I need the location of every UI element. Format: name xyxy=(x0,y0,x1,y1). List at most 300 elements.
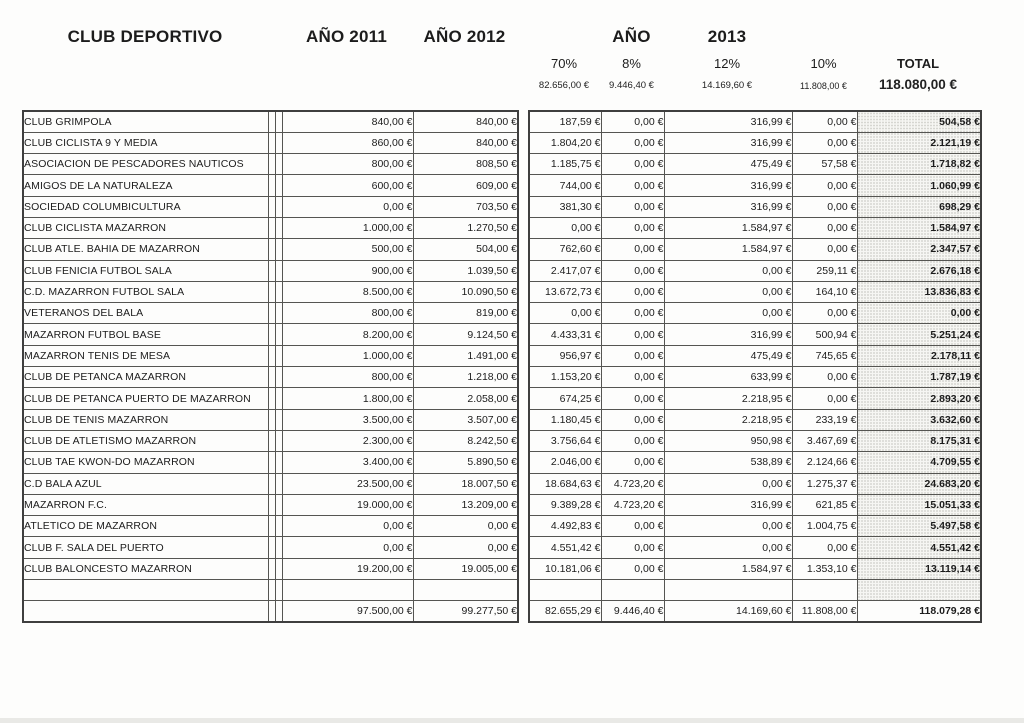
amount-8pct-cell: 0,00 € xyxy=(601,430,664,451)
spacer-cell xyxy=(275,409,282,430)
amount-8pct-cell: 0,00 € xyxy=(601,345,664,366)
grand-2012-cell: 99.277,50 € xyxy=(413,601,518,622)
amount-2012-cell: 10.090,50 € xyxy=(413,281,518,302)
grand-2011-cell: 97.500,00 € xyxy=(282,601,413,622)
club-name-cell: CLUB DE PETANCA MAZARRON xyxy=(23,367,268,388)
amount-12pct-cell: 316,99 € xyxy=(664,175,792,196)
amount-12pct-cell: 316,99 € xyxy=(664,196,792,217)
spacer-cell xyxy=(275,494,282,515)
club-name-cell: MAZARRON F.C. xyxy=(23,494,268,515)
spacer-cell xyxy=(275,303,282,324)
amount-10pct-cell: 745,65 € xyxy=(792,345,857,366)
amount-8pct-cell: 0,00 € xyxy=(601,281,664,302)
amount-70pct-cell: 0,00 € xyxy=(529,303,601,324)
pct-12-label: 12% xyxy=(713,56,741,71)
table-row xyxy=(529,217,981,238)
table-row xyxy=(23,580,518,601)
table-row xyxy=(23,111,518,132)
spacer-cell xyxy=(268,601,275,622)
amount-8pct-cell: 0,00 € xyxy=(601,196,664,217)
spacer-cell xyxy=(275,132,282,153)
amount-2011-cell: 23.500,00 € xyxy=(282,473,413,494)
club-name-cell: CLUB CICLISTA MAZARRON xyxy=(23,217,268,238)
amount-70pct-cell: 4.433,31 € xyxy=(529,324,601,345)
club-name-cell: ASOCIACION DE PESCADORES NAUTICOS xyxy=(23,154,268,175)
spacer-cell xyxy=(275,324,282,345)
table-row xyxy=(529,196,981,217)
row-total-cell: 5.251,24 € xyxy=(857,324,981,345)
spacer-cell xyxy=(268,345,275,366)
row-total-cell: 15.051,33 € xyxy=(857,494,981,515)
amount-10pct-cell: 1.004,75 € xyxy=(792,516,857,537)
amount-12pct-cell: 0,00 € xyxy=(664,303,792,324)
amount-8pct-cell: 0,00 € xyxy=(601,217,664,238)
amount-8pct-cell: 0,00 € xyxy=(601,558,664,579)
club-name-cell: CLUB DE TENIS MAZARRON xyxy=(23,409,268,430)
amount-10pct-cell: 0,00 € xyxy=(792,217,857,238)
spacer-cell xyxy=(275,367,282,388)
spacer-cell xyxy=(268,494,275,515)
left-table-body xyxy=(23,111,518,622)
table-row xyxy=(529,409,981,430)
budget-total-amount: 118.080,00 € xyxy=(878,77,958,92)
spacer-cell xyxy=(268,217,275,238)
table-row xyxy=(529,345,981,366)
amount-2012-cell: 1.039,50 € xyxy=(413,260,518,281)
club-name-cell: CLUB GRIMPOLA xyxy=(23,111,268,132)
amount-2011-cell: 3.500,00 € xyxy=(282,409,413,430)
spacer-cell xyxy=(275,281,282,302)
row-total-cell: 4.709,55 € xyxy=(857,452,981,473)
amount-8pct-cell: 0,00 € xyxy=(601,516,664,537)
amount-8pct-cell: 0,00 € xyxy=(601,239,664,260)
table-row xyxy=(23,516,518,537)
amount-2012-cell: 3.507,00 € xyxy=(413,409,518,430)
amount-70pct-cell: 4.492,83 € xyxy=(529,516,601,537)
table-row xyxy=(529,558,981,579)
amount-12pct-cell: 1.584,97 € xyxy=(664,239,792,260)
table-row xyxy=(529,111,981,132)
amount-12pct-cell xyxy=(664,580,792,601)
right-table-body xyxy=(529,111,981,622)
spacer-cell xyxy=(268,580,275,601)
amount-8pct-cell xyxy=(601,580,664,601)
table-row xyxy=(529,388,981,409)
spacer-cell xyxy=(275,558,282,579)
amount-70pct-cell: 2.417,07 € xyxy=(529,260,601,281)
row-total-cell: 8.175,31 € xyxy=(857,430,981,451)
amount-70pct-cell: 1.185,75 € xyxy=(529,154,601,175)
year-2013-header-ano: AÑO xyxy=(612,27,651,46)
table-row xyxy=(529,175,981,196)
table-row xyxy=(23,430,518,451)
row-total-cell: 4.551,42 € xyxy=(857,537,981,558)
club-name-cell: C.D BALA AZUL xyxy=(23,473,268,494)
amount-10pct-cell: 0,00 € xyxy=(792,111,857,132)
spacer-cell xyxy=(268,132,275,153)
club-name-cell: C.D. MAZARRON FUTBOL SALA xyxy=(23,281,268,302)
table-row xyxy=(23,281,518,302)
amount-70pct-cell: 674,25 € xyxy=(529,388,601,409)
amount-12pct-cell: 475,49 € xyxy=(664,154,792,175)
amount-2012-cell: 840,00 € xyxy=(413,111,518,132)
spacer-cell xyxy=(268,558,275,579)
amount-12pct-cell: 316,99 € xyxy=(664,494,792,515)
spacer-cell xyxy=(268,452,275,473)
spacer-cell xyxy=(275,388,282,409)
table-row xyxy=(529,324,981,345)
amount-10pct-cell: 0,00 € xyxy=(792,175,857,196)
amount-2012-cell: 0,00 € xyxy=(413,516,518,537)
club-name-cell xyxy=(23,601,268,622)
spacer-cell xyxy=(268,473,275,494)
table-row xyxy=(23,196,518,217)
amount-10pct-cell: 3.467,69 € xyxy=(792,430,857,451)
amount-8pct-cell: 0,00 € xyxy=(601,175,664,196)
spacer-cell xyxy=(268,324,275,345)
row-total-cell: 1.584,97 € xyxy=(857,217,981,238)
amount-2012-cell: 19.005,00 € xyxy=(413,558,518,579)
amount-12pct-cell: 1.584,97 € xyxy=(664,217,792,238)
amount-2011-cell: 0,00 € xyxy=(282,537,413,558)
spacer-cell xyxy=(268,175,275,196)
spacer-cell xyxy=(268,281,275,302)
spacer-cell xyxy=(268,537,275,558)
table-row xyxy=(23,367,518,388)
club-name-cell: MAZARRON FUTBOL BASE xyxy=(23,324,268,345)
spacer-cell xyxy=(275,111,282,132)
table-row xyxy=(23,494,518,515)
spacer-cell xyxy=(275,452,282,473)
table-row xyxy=(529,132,981,153)
pct-70-label: 70% xyxy=(550,56,578,71)
clubs-2011-2012-table xyxy=(22,110,519,623)
table-row xyxy=(23,239,518,260)
spacer-cell xyxy=(275,516,282,537)
amount-70pct-cell: 10.181,06 € xyxy=(529,558,601,579)
amount-2011-cell: 0,00 € xyxy=(282,196,413,217)
amount-70pct-cell: 1.804,20 € xyxy=(529,132,601,153)
amount-8pct-cell: 0,00 € xyxy=(601,367,664,388)
pct-8-label: 8% xyxy=(622,56,641,71)
amount-70pct-cell: 1.180,45 € xyxy=(529,409,601,430)
year-2012-header: AÑO 2012 xyxy=(423,27,506,46)
amount-2012-cell: 703,50 € xyxy=(413,196,518,217)
amount-70pct-cell: 0,00 € xyxy=(529,217,601,238)
spacer-cell xyxy=(275,217,282,238)
club-deportivo-header: CLUB DEPORTIVO xyxy=(67,27,223,46)
spacer-cell xyxy=(268,388,275,409)
amount-2012-cell: 5.890,50 € xyxy=(413,452,518,473)
amount-8pct-cell: 0,00 € xyxy=(601,154,664,175)
spacer-cell xyxy=(268,154,275,175)
spacer-cell xyxy=(275,239,282,260)
spacer-cell xyxy=(275,537,282,558)
table-row xyxy=(23,175,518,196)
table-row xyxy=(23,154,518,175)
amount-2011-cell: 840,00 € xyxy=(282,111,413,132)
amount-8pct-cell: 0,00 € xyxy=(601,260,664,281)
row-total-cell: 13.119,14 € xyxy=(857,558,981,579)
row-total-cell: 3.632,60 € xyxy=(857,409,981,430)
amount-70pct-cell: 187,59 € xyxy=(529,111,601,132)
table-row xyxy=(23,303,518,324)
amount-12pct-cell: 475,49 € xyxy=(664,345,792,366)
amount-8pct-cell: 0,00 € xyxy=(601,388,664,409)
grand-12pct-cell: 14.169,60 € xyxy=(664,601,792,622)
row-total-cell: 24.683,20 € xyxy=(857,473,981,494)
amount-2012-cell: 1.218,00 € xyxy=(413,367,518,388)
club-name-cell: CLUB CICLISTA 9 Y MEDIA xyxy=(23,132,268,153)
amount-2011-cell: 500,00 € xyxy=(282,239,413,260)
table-row xyxy=(23,601,518,622)
amount-2012-cell: 840,00 € xyxy=(413,132,518,153)
row-total-cell: 0,00 € xyxy=(857,303,981,324)
amount-70pct-cell: 4.551,42 € xyxy=(529,537,601,558)
amount-8pct-cell: 0,00 € xyxy=(601,409,664,430)
amount-10pct-cell: 1.275,37 € xyxy=(792,473,857,494)
amount-2011-cell: 1.000,00 € xyxy=(282,217,413,238)
amount-2012-cell: 9.124,50 € xyxy=(413,324,518,345)
row-total-cell: 1.718,82 € xyxy=(857,154,981,175)
amount-70pct-cell: 956,97 € xyxy=(529,345,601,366)
amount-2012-cell: 504,00 € xyxy=(413,239,518,260)
amount-10pct-cell: 233,19 € xyxy=(792,409,857,430)
amount-8pct-cell: 0,00 € xyxy=(601,537,664,558)
amount-2011-cell: 8.200,00 € xyxy=(282,324,413,345)
budget-10pct-amount: 11.808,00 € xyxy=(800,81,847,91)
amount-2011-cell: 860,00 € xyxy=(282,132,413,153)
amount-10pct-cell: 164,10 € xyxy=(792,281,857,302)
grand-8pct-cell: 9.446,40 € xyxy=(601,601,664,622)
club-name-cell: ATLETICO DE MAZARRON xyxy=(23,516,268,537)
amount-2012-cell: 13.209,00 € xyxy=(413,494,518,515)
spacer-cell xyxy=(268,367,275,388)
amount-10pct-cell: 2.124,66 € xyxy=(792,452,857,473)
table-row xyxy=(529,601,981,622)
row-total-cell: 504,58 € xyxy=(857,111,981,132)
table-row xyxy=(529,473,981,494)
amount-70pct-cell: 13.672,73 € xyxy=(529,281,601,302)
amount-12pct-cell: 1.584,97 € xyxy=(664,558,792,579)
club-name-cell: CLUB ATLE. BAHIA DE MAZARRON xyxy=(23,239,268,260)
amount-2012-cell: 1.491,00 € xyxy=(413,345,518,366)
row-total-cell: 1.787,19 € xyxy=(857,367,981,388)
club-name-cell: CLUB FENICIA FUTBOL SALA xyxy=(23,260,268,281)
budget-70pct-amount: 82.656,00 € xyxy=(538,80,590,91)
row-total-cell: 2.893,20 € xyxy=(857,388,981,409)
table-row xyxy=(23,345,518,366)
row-total-cell: 13.836,83 € xyxy=(857,281,981,302)
amount-12pct-cell: 538,89 € xyxy=(664,452,792,473)
amount-10pct-cell: 621,85 € xyxy=(792,494,857,515)
table-row xyxy=(23,558,518,579)
spacer-cell xyxy=(275,175,282,196)
total-column-label: TOTAL xyxy=(896,56,940,71)
amount-2011-cell: 900,00 € xyxy=(282,260,413,281)
table-row xyxy=(529,154,981,175)
club-name-cell: VETERANOS DEL BALA xyxy=(23,303,268,324)
amount-10pct-cell: 0,00 € xyxy=(792,537,857,558)
club-name-cell: SOCIEDAD COLUMBICULTURA xyxy=(23,196,268,217)
club-name-cell: AMIGOS DE LA NATURALEZA xyxy=(23,175,268,196)
amount-10pct-cell xyxy=(792,580,857,601)
amount-2012-cell: 0,00 € xyxy=(413,537,518,558)
amount-2012-cell: 808,50 € xyxy=(413,154,518,175)
amount-2011-cell: 800,00 € xyxy=(282,367,413,388)
table-row xyxy=(23,452,518,473)
club-name-cell: CLUB TAE KWON-DO MAZARRON xyxy=(23,452,268,473)
row-total-cell: 2.178,11 € xyxy=(857,345,981,366)
spacer-cell xyxy=(275,260,282,281)
amount-2011-cell: 2.300,00 € xyxy=(282,430,413,451)
amount-70pct-cell: 1.153,20 € xyxy=(529,367,601,388)
row-total-cell: 2.676,18 € xyxy=(857,260,981,281)
spacer-cell xyxy=(268,239,275,260)
amount-70pct-cell: 381,30 € xyxy=(529,196,601,217)
grand-total-cell: 118.079,28 € xyxy=(857,601,981,622)
table-row xyxy=(23,324,518,345)
amount-10pct-cell: 0,00 € xyxy=(792,367,857,388)
club-name-cell: CLUB BALONCESTO MAZARRON xyxy=(23,558,268,579)
amount-8pct-cell: 0,00 € xyxy=(601,303,664,324)
amount-12pct-cell: 950,98 € xyxy=(664,430,792,451)
spacer-cell xyxy=(275,345,282,366)
spacer-cell xyxy=(268,516,275,537)
pct-10-label: 10% xyxy=(810,56,837,71)
amount-2011-cell: 3.400,00 € xyxy=(282,452,413,473)
amount-12pct-cell: 2.218,95 € xyxy=(664,409,792,430)
spacer-cell xyxy=(268,430,275,451)
table-row xyxy=(529,537,981,558)
amount-10pct-cell: 57,58 € xyxy=(792,154,857,175)
amount-8pct-cell: 4.723,20 € xyxy=(601,494,664,515)
amount-12pct-cell: 316,99 € xyxy=(664,324,792,345)
amount-12pct-cell: 0,00 € xyxy=(664,473,792,494)
table-row xyxy=(529,516,981,537)
spacer-cell xyxy=(275,580,282,601)
amount-2011-cell: 19.200,00 € xyxy=(282,558,413,579)
amount-8pct-cell: 0,00 € xyxy=(601,324,664,345)
amount-8pct-cell: 4.723,20 € xyxy=(601,473,664,494)
table-row xyxy=(529,494,981,515)
amount-2011-cell: 0,00 € xyxy=(282,516,413,537)
amount-12pct-cell: 316,99 € xyxy=(664,111,792,132)
spacer-cell xyxy=(268,111,275,132)
amount-12pct-cell: 2.218,95 € xyxy=(664,388,792,409)
amount-2011-cell xyxy=(282,580,413,601)
row-total-cell: 698,29 € xyxy=(857,196,981,217)
spacer-cell xyxy=(268,409,275,430)
amount-2011-cell: 8.500,00 € xyxy=(282,281,413,302)
club-name-cell: CLUB DE ATLETISMO MAZARRON xyxy=(23,430,268,451)
amount-12pct-cell: 0,00 € xyxy=(664,260,792,281)
amount-12pct-cell: 0,00 € xyxy=(664,537,792,558)
amount-70pct-cell: 744,00 € xyxy=(529,175,601,196)
table-row xyxy=(529,303,981,324)
spacer-cell xyxy=(275,601,282,622)
spacer-cell xyxy=(268,260,275,281)
grand-10pct-cell: 11.808,00 € xyxy=(792,601,857,622)
grand-70pct-cell: 82.655,29 € xyxy=(529,601,601,622)
amount-2011-cell: 1.800,00 € xyxy=(282,388,413,409)
amount-10pct-cell: 0,00 € xyxy=(792,239,857,260)
year-2013-header-year: 2013 xyxy=(707,27,747,46)
table-row xyxy=(529,260,981,281)
amount-2012-cell: 2.058,00 € xyxy=(413,388,518,409)
spacer-cell xyxy=(275,473,282,494)
amount-2011-cell: 19.000,00 € xyxy=(282,494,413,515)
amount-2011-cell: 800,00 € xyxy=(282,303,413,324)
amount-10pct-cell: 0,00 € xyxy=(792,196,857,217)
table-row xyxy=(23,409,518,430)
amount-70pct-cell xyxy=(529,580,601,601)
amount-12pct-cell: 633,99 € xyxy=(664,367,792,388)
table-row xyxy=(23,473,518,494)
table-row xyxy=(529,367,981,388)
table-row xyxy=(529,452,981,473)
table-row xyxy=(23,132,518,153)
amount-2012-cell: 1.270,50 € xyxy=(413,217,518,238)
spacer-cell xyxy=(268,196,275,217)
amount-12pct-cell: 0,00 € xyxy=(664,281,792,302)
club-name-cell xyxy=(23,580,268,601)
amount-2011-cell: 800,00 € xyxy=(282,154,413,175)
table-row xyxy=(23,217,518,238)
club-name-cell: MAZARRON TENIS DE MESA xyxy=(23,345,268,366)
table-row xyxy=(23,388,518,409)
table-row xyxy=(23,260,518,281)
amount-12pct-cell: 316,99 € xyxy=(664,132,792,153)
amount-10pct-cell: 259,11 € xyxy=(792,260,857,281)
amount-70pct-cell: 18.684,63 € xyxy=(529,473,601,494)
club-name-cell: CLUB F. SALA DEL PUERTO xyxy=(23,537,268,558)
row-total-cell xyxy=(857,580,981,601)
table-row xyxy=(23,537,518,558)
amount-2012-cell: 8.242,50 € xyxy=(413,430,518,451)
amount-2012-cell: 18.007,50 € xyxy=(413,473,518,494)
amount-2012-cell: 819,00 € xyxy=(413,303,518,324)
budget-12pct-amount: 14.169,60 € xyxy=(701,80,753,91)
table-row xyxy=(529,239,981,260)
row-total-cell: 2.347,57 € xyxy=(857,239,981,260)
amount-10pct-cell: 0,00 € xyxy=(792,303,857,324)
amount-10pct-cell: 0,00 € xyxy=(792,132,857,153)
amount-70pct-cell: 2.046,00 € xyxy=(529,452,601,473)
table-row xyxy=(529,580,981,601)
amount-10pct-cell: 500,94 € xyxy=(792,324,857,345)
amount-2012-cell xyxy=(413,580,518,601)
amount-12pct-cell: 0,00 € xyxy=(664,516,792,537)
spacer-cell xyxy=(275,196,282,217)
amount-70pct-cell: 762,60 € xyxy=(529,239,601,260)
table-row xyxy=(529,281,981,302)
amount-2011-cell: 600,00 € xyxy=(282,175,413,196)
row-total-cell: 1.060,99 € xyxy=(857,175,981,196)
amount-8pct-cell: 0,00 € xyxy=(601,452,664,473)
row-total-cell: 5.497,58 € xyxy=(857,516,981,537)
spacer-cell xyxy=(268,303,275,324)
table-row xyxy=(529,430,981,451)
amount-10pct-cell: 0,00 € xyxy=(792,388,857,409)
budget-8pct-amount: 9.446,40 € xyxy=(609,80,654,91)
amount-2012-cell: 609,00 € xyxy=(413,175,518,196)
scan-edge-artifact xyxy=(0,718,1024,723)
row-total-cell: 2.121,19 € xyxy=(857,132,981,153)
amount-70pct-cell: 9.389,28 € xyxy=(529,494,601,515)
year-2011-header: AÑO 2011 xyxy=(306,27,387,46)
amount-10pct-cell: 1.353,10 € xyxy=(792,558,857,579)
